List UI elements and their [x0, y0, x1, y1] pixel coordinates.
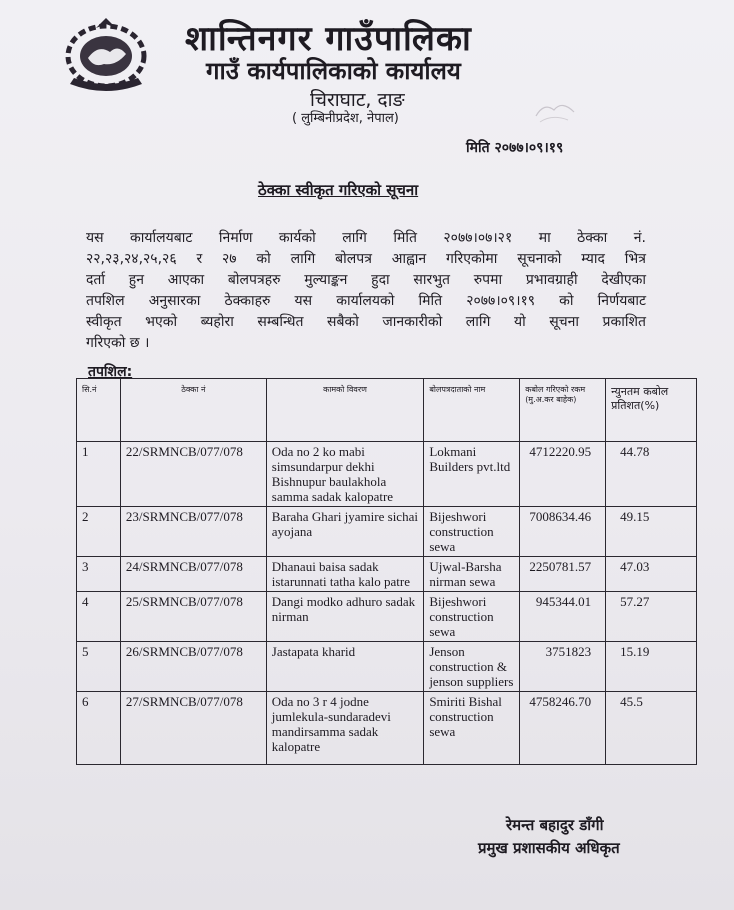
- cell-work: Dangi modko adhuro sadak nirman: [266, 592, 424, 642]
- body-line: तपशिल अनुसारका ठेक्काहरु यस कार्यालयको मिति २०७७।०९।१९ को निर्णयबाट: [86, 293, 646, 309]
- header-sn: सि.नं: [77, 379, 121, 442]
- cell-amount: 7008634.46: [520, 507, 606, 557]
- table-row: [77, 507, 697, 557]
- nepal-emblem-icon: [60, 14, 152, 94]
- cell-contract: 24/SRMNCB/077/078: [120, 557, 266, 592]
- body-line: स्वीकृत भएको ब्यहोरा सम्बन्धित सबैको जानकारीको लागि यो सूचना प्रकाशित: [86, 314, 646, 330]
- body-line: यस कार्यालयबाट निर्माण कार्यको लागि मिति २०७७।०७।२१ मा ठेक्का नं.: [86, 230, 646, 246]
- body-line: २२,२३,२४,२५,२६ र २७ को लागि बोलपत्र आह्वान गरिएकोमा सूचनाको म्याद भित्र: [86, 251, 646, 267]
- cell-bidder: Smiriti Bishal construction sewa: [424, 692, 520, 765]
- cell-contract: 27/SRMNCB/077/078: [120, 692, 266, 765]
- cell-percent: 44.78: [606, 442, 697, 507]
- table-row: [77, 692, 697, 765]
- cell-contract: 25/SRMNCB/077/078: [120, 592, 266, 642]
- cell-sn: 5: [77, 642, 121, 692]
- cell-sn: 2: [77, 507, 121, 557]
- cell-percent: 45.5: [606, 692, 697, 765]
- cell-percent: 47.03: [606, 557, 697, 592]
- table-row: [77, 442, 697, 507]
- table-label: तपशिल:: [88, 364, 133, 380]
- notice-body: [86, 228, 646, 354]
- faint-stamp-mark: [532, 96, 578, 126]
- notice-date: मिति २०७७।०९।१९: [466, 140, 564, 156]
- notice-subject: ठेक्का स्वीकृत गरिएको सूचना: [258, 181, 419, 199]
- cell-contract: 26/SRMNCB/077/078: [120, 642, 266, 692]
- cell-percent: 15.19: [606, 642, 697, 692]
- cell-sn: 1: [77, 442, 121, 507]
- table-row: [77, 642, 697, 692]
- municipality-title: शान्तिनगर गाउँपालिका: [185, 19, 472, 59]
- cell-sn: 6: [77, 692, 121, 765]
- cell-amount: 3751823: [520, 642, 606, 692]
- office-location: चिराघाट, दाङ: [310, 89, 405, 111]
- cell-sn: 3: [77, 557, 121, 592]
- cell-bidder: Bijeshwori construction sewa: [424, 507, 520, 557]
- cell-sn: 4: [77, 592, 121, 642]
- cell-amount: 2250781.57: [520, 557, 606, 592]
- cell-amount: 4712220.95: [520, 442, 606, 507]
- cell-percent: 57.27: [606, 592, 697, 642]
- cell-bidder: Lokmani Builders pvt.ltd: [424, 442, 520, 507]
- body-line: गरिएको छ ।: [86, 335, 150, 351]
- cell-work: Oda no 2 ko mabi simsundarpur dekhi Bishnupur baulakhola samma sadak kalopatre: [266, 442, 424, 507]
- header-contract-no: ठेक्का नं: [120, 379, 266, 442]
- cell-amount: 4758246.70: [520, 692, 606, 765]
- cell-contract: 23/SRMNCB/077/078: [120, 507, 266, 557]
- table-row: [77, 557, 697, 592]
- cell-bidder: Bijeshwori construction sewa: [424, 592, 520, 642]
- signatory-designation: प्रमुख प्रशासकीय अधिकृत: [478, 839, 620, 857]
- table-row: [77, 592, 697, 642]
- province-line: ( लुम्बिनीप्रदेश, नेपाल): [292, 111, 399, 126]
- header-bid-amount: कबोल गरिएको रकम (मु.अ.कर बाहेक): [520, 379, 606, 442]
- cell-bidder: Ujwal-Barsha nirman sewa: [424, 557, 520, 592]
- header-work-description: कामको विवरण: [266, 379, 424, 442]
- office-name: गाउँ कार्यपालिकाको कार्यालय: [206, 57, 461, 85]
- cell-bidder: Jenson construction & jenson suppliers: [424, 642, 520, 692]
- cell-contract: 22/SRMNCB/077/078: [120, 442, 266, 507]
- header-min-percent: न्युनतम कबोल प्रतिशत(%): [606, 379, 697, 442]
- cell-amount: 945344.01: [520, 592, 606, 642]
- signatory-name: रेमन्त बहादुर डाँगी: [506, 816, 604, 834]
- table-header-row: [77, 379, 697, 442]
- contracts-table: [76, 378, 697, 765]
- header-bidder-name: बोलपत्रदाताको नाम: [424, 379, 520, 442]
- cell-work: Baraha Ghari jyamire sichai ayojana: [266, 507, 424, 557]
- cell-work: Oda no 3 r 4 jodne jumlekula-sundaradevi mandirsamma sadak kalopatre: [266, 692, 424, 765]
- cell-work: Dhanaui baisa sadak istarunnati tatha kalo patre: [266, 557, 424, 592]
- cell-percent: 49.15: [606, 507, 697, 557]
- cell-work: Jastapata kharid: [266, 642, 424, 692]
- body-line: दर्ता हुन आएका बोलपत्रहरु मुल्याङ्कन हुदा सारभुत रुपमा प्रभावग्राही देखीएका: [86, 272, 646, 288]
